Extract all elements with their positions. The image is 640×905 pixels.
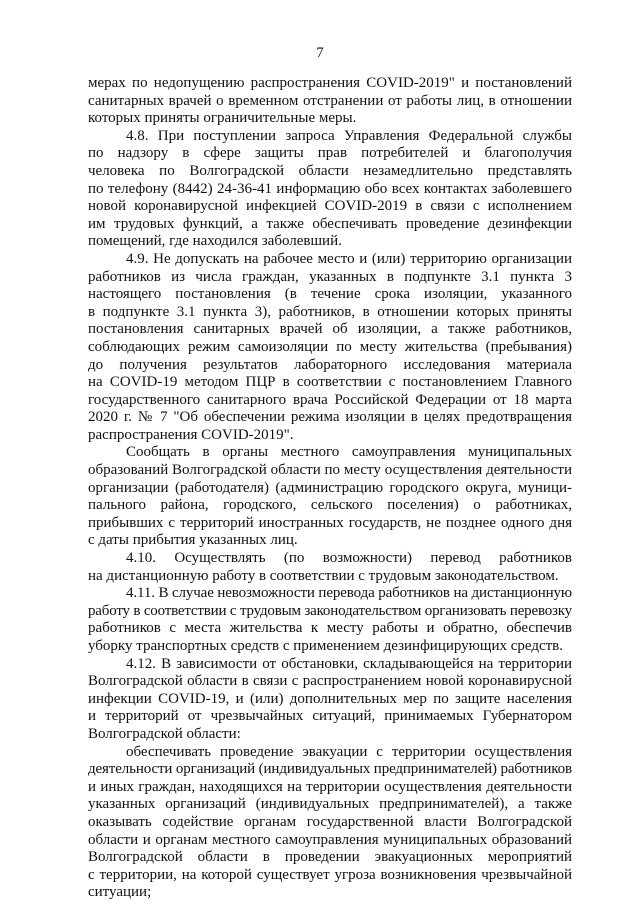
body-text	[88, 75, 572, 902]
text-line: Волгоградской области в связи с распространением новой коронавирусной	[88, 673, 572, 690]
text-line: Сообщать в органы местного самоуправления муниципальных	[126, 444, 572, 461]
text-line: уборку транспортных средств с применением дезинфицирующих средств.	[88, 638, 564, 654]
text-line: человека по Волгоградской области незамедлительно представлять	[88, 162, 572, 179]
text-line: с даты прибытия указанных лиц.	[88, 532, 298, 549]
text-line: на дистанционную работу в соответствии с трудовым законодательством.	[88, 567, 559, 584]
text-line: которых приняты ограничительные меры.	[88, 110, 357, 127]
text-line: Волгоградской области:	[88, 725, 241, 742]
text-line: и иных граждан, находящихся на территории осуществления деятельности	[88, 778, 572, 795]
text-line: 4.8. При поступлении запроса Управления Федеральной службы	[126, 127, 572, 144]
text-line: соблюдающих режим самоизоляции по месту жительства (пребывания)	[88, 338, 572, 355]
text-line: деятельности организаций (индивидуальных предпринимателей) работников	[88, 761, 572, 778]
text-line: указанных организаций (индивидуальных предпринимателей), а также	[88, 796, 572, 813]
text-line: на COVID-19 методом ПЦР в соответствии с постановлением Главного	[88, 374, 572, 391]
text-line: 4.9. Не допускать на рабочее место и (или) территорию организации	[126, 250, 572, 267]
text-line: с территории, на которой существует угроза возникновения чрезвычайной	[88, 866, 572, 883]
text-line: пального района, городского, сельского поселения) о работниках,	[88, 497, 572, 514]
text-line: в подпункте 3.1 пункта 3), работников, в отношении которых приняты	[88, 303, 572, 320]
text-line: 4.11. В случае невозможности перевода работников на дистанционную	[126, 585, 572, 602]
text-line: обеспечивать проведение эвакуации с территории осуществления	[126, 743, 572, 760]
text-line: по надзору в сфере защиты прав потребителей и благополучия	[88, 145, 572, 162]
text-line: помещений, где находился заболевший.	[88, 233, 342, 250]
text-line: оказывать содействие органам государственной власти Волгоградской	[88, 813, 572, 830]
text-line: образований Волгоградской области по месту осуществления деятельности	[88, 462, 572, 479]
text-line: работников из числа граждан, указанных в подпункте 3.1 пункта 3	[88, 268, 572, 285]
text-line: инфекции COVID-19, и (или) дополнительных мер по защите населения	[88, 690, 572, 707]
text-line: до получения результатов лабораторного исследования материала	[88, 356, 572, 373]
text-line: прибывших с территорий иностранных государств, не позднее одного дня	[88, 514, 572, 531]
text-line: настоящего постановления (в течение срока изоляции, указанного	[88, 286, 572, 303]
text-line: мерах по недопущению распространения COVID-2019" и постановлений	[88, 75, 572, 91]
text-line: санитарных врачей о временном отстранении от работы лиц, в отношении	[88, 92, 572, 109]
text-line: ситуации;	[88, 884, 152, 901]
text-line: по телефону (8442) 24-36-41 информацию обо всех контактах заболевшего	[88, 180, 572, 197]
text-line: им трудовых функций, а также обеспечивать проведение дезинфекции	[88, 215, 572, 232]
text-line: области и органам местного самоуправления муниципальных образований	[88, 831, 572, 848]
text-line: организации (работодателя) (администрацию городского округа, муници-	[88, 479, 572, 496]
text-line: новой коронавирусной инфекцией COVID-2019 в связи с исполнением	[88, 198, 572, 215]
text-line: работу в соответствии с трудовым законодательством организовать перевозку	[88, 602, 572, 619]
text-line: 2020 г. № 7 "Об обеспечении режима изоляции в целях предотвращения	[88, 409, 572, 426]
text-line: 4.12. В зависимости от обстановки, складывающейся на территории	[126, 655, 572, 672]
text-line: постановления санитарных врачей об изоляции, а также работников,	[88, 321, 572, 338]
text-line: государственного санитарного врача Российской Федерации от 18 марта	[88, 391, 572, 408]
text-line: Волгоградской области в проведении эвакуационных мероприятий	[88, 849, 572, 866]
text-line: распространения COVID-2019".	[88, 426, 294, 443]
page-number: 7	[316, 45, 324, 61]
text-line: 4.10. Осуществлять (по возможности) перевод работников	[126, 550, 572, 567]
text-line: работников с места жительства к месту работы и обратно, обеспечив	[88, 620, 572, 637]
text-line: и территорий от чрезвычайных ситуаций, принимаемых Губернатором	[88, 708, 572, 725]
